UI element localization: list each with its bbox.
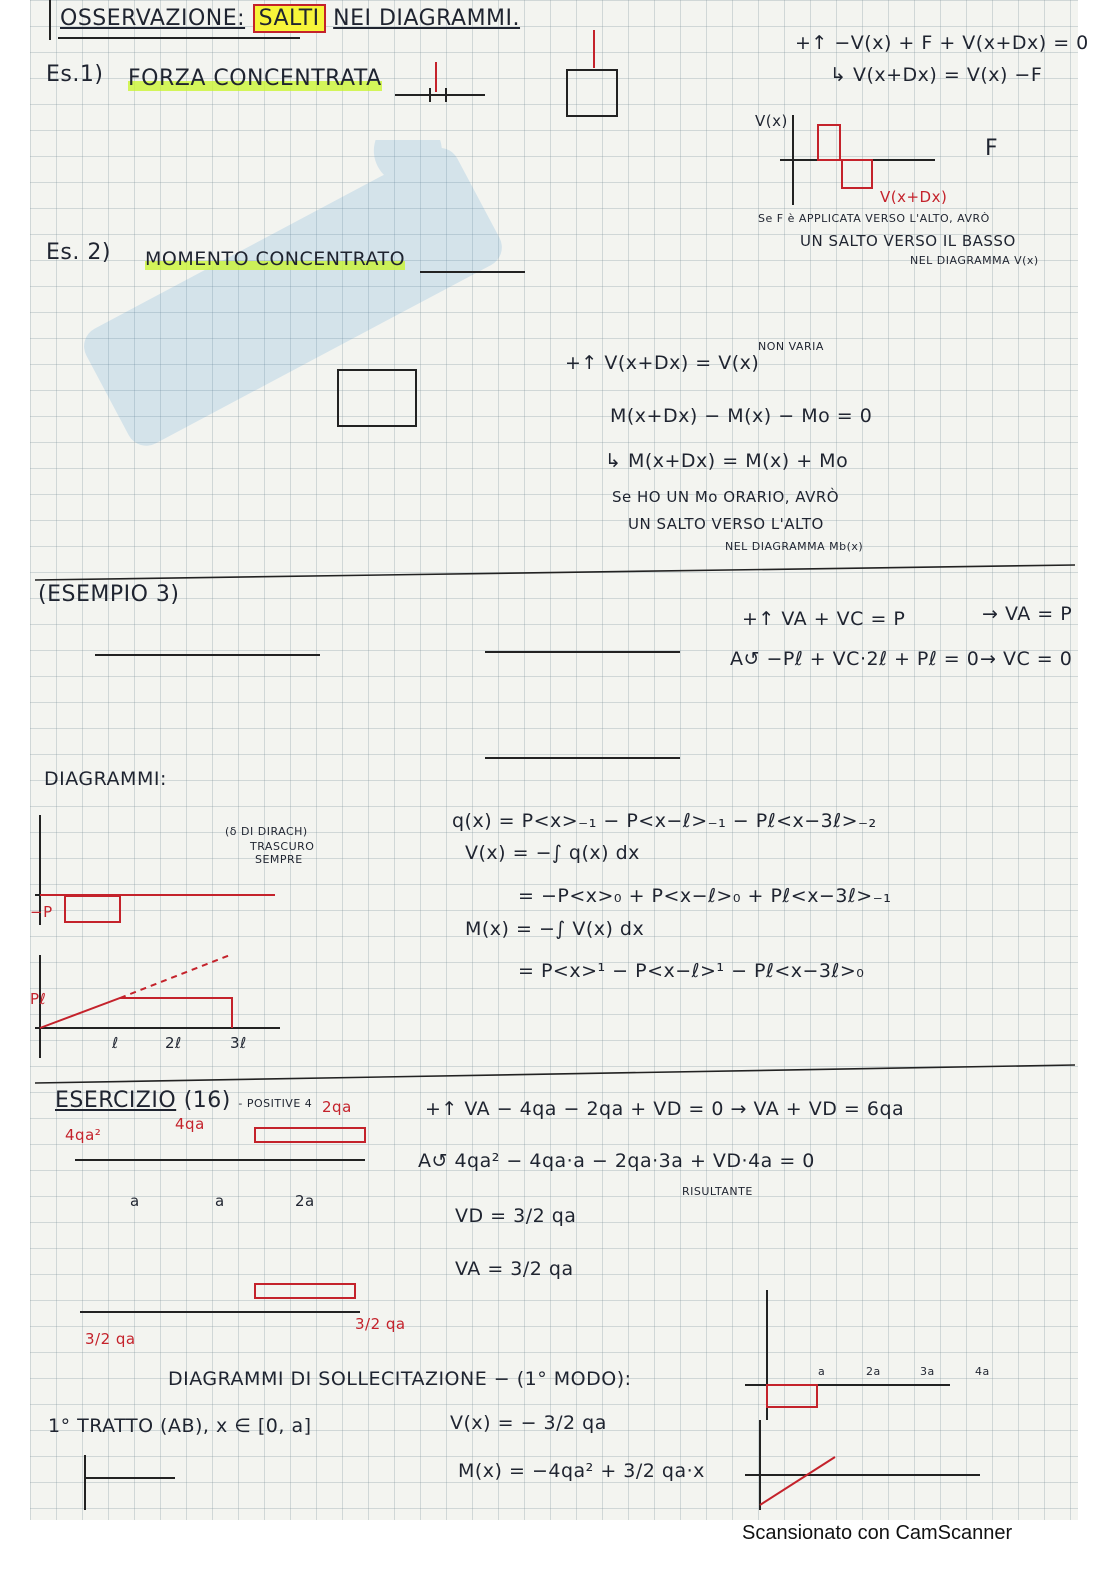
ex3-eq1-res: → VA = P: [982, 603, 1073, 625]
ex1-lbl-vx: V(x): [755, 112, 788, 130]
ex3-m1: M(x) = −∫ V(x) dx: [465, 918, 645, 940]
ex4-eq1: +↑ VA − 4qa − 2qa + VD = 0 → VA + VD = 6qa: [425, 1098, 905, 1120]
ex2-label: Es. 2): [46, 240, 111, 265]
ex3-diagrams-label: DIAGRAMMI:: [44, 768, 167, 790]
ex4-number: (16): [183, 1088, 231, 1113]
ex4-span-2: a: [215, 1192, 225, 1210]
ex1-label: Es.1): [46, 62, 104, 87]
ex3-v2: = −P<x>₀ + P<x−ℓ>₀ + Pℓ<x−3ℓ>₋₁: [518, 885, 892, 907]
ex4-eq2-note: RISULTANTE: [682, 1185, 753, 1198]
ex3-eq2-res: → VC = 0: [980, 648, 1073, 670]
heading-prefix: OSSERVAZIONE:: [60, 6, 246, 31]
ex4-span-1: a: [130, 1192, 140, 1210]
ex3-lbl-pl: Pℓ: [30, 990, 47, 1008]
heading-suffix: NEI DIAGRAMMI.: [333, 6, 521, 31]
ex3-m2: = P<x>¹ − P<x−ℓ>¹ − Pℓ<x−3ℓ>₀: [518, 960, 865, 982]
ex1-lbl-vxdx: V(x+Dx): [880, 188, 948, 206]
ex1-note-l3: NEL DIAGRAMMA V(x): [910, 254, 1039, 267]
ex2-eq1: +↑ V(x+Dx) = V(x): [565, 352, 760, 374]
ex2-title: MOMENTO CONCENTRATO: [145, 248, 406, 270]
ex4-section-title: DIAGRAMMI DI SOLLECITAZIONE − (1° MODO):: [168, 1368, 632, 1390]
ex4-tick-3: 3a: [920, 1365, 935, 1378]
ex4-tick-4: 4a: [975, 1365, 990, 1378]
ex1-note-l1: Se F è APPLICATA VERSO L'ALTO, AVRÒ: [758, 212, 990, 225]
ex4-vd: VD = 3/2 qa: [455, 1205, 577, 1227]
ex2-eq3: ↳ M(x+Dx) = M(x) + Mo: [605, 450, 849, 472]
ex4-title: [55, 1088, 312, 1113]
ex4-lbl-moment: 4qa²: [65, 1126, 102, 1144]
ex1-eq2: ↳ V(x+Dx) = V(x) −F: [830, 64, 1043, 86]
ex4-vx: V(x) = − 3/2 qa: [450, 1412, 607, 1434]
ex4-mx: M(x) = −4qa² + 3/2 qa·x: [458, 1460, 705, 1482]
ex3-tick-2: 2ℓ: [165, 1034, 182, 1052]
ex4-lbl-vd: 3/2 qa: [355, 1315, 406, 1333]
ex3-q: q(x) = P<x>₋₁ − P<x−ℓ>₋₁ − Pℓ<x−3ℓ>₋₂: [452, 810, 877, 832]
ex3-title: (ESEMPIO 3): [38, 582, 180, 607]
ex4-lbl-va: 3/2 qa: [85, 1330, 136, 1348]
ex1-note-l2: UN SALTO VERSO IL BASSO: [800, 232, 1016, 250]
ex4-span-3: 2a: [295, 1192, 315, 1210]
ex4-tick-1: a: [818, 1365, 826, 1378]
ex2-eq2: M(x+Dx) − M(x) − Mo = 0: [610, 405, 873, 427]
ex3-delta-l2: TRASCURO: [250, 840, 315, 853]
heading-highlight: SALTI: [253, 4, 326, 33]
ex2-note-l1: Se HO UN Mo ORARIO, AVRÒ: [612, 488, 840, 506]
ex4-tick-2: 2a: [866, 1365, 881, 1378]
scanner-footer: Scansionato con CamScanner: [742, 1522, 1013, 1544]
ex1-title: FORZA CONCENTRATA: [128, 66, 382, 91]
ex3-lbl-minus-p: −P: [30, 903, 53, 921]
ex3-eq1: +↑ VA + VC = P: [742, 608, 906, 630]
ex1-lbl-f: F: [985, 136, 999, 161]
ex4-va: VA = 3/2 qa: [455, 1258, 574, 1280]
ex4-title-text: ESERCIZIO: [55, 1088, 177, 1113]
ex3-eq2: A↺ −Pℓ + VC·2ℓ + Pℓ = 0: [730, 648, 980, 670]
ex4-lbl-load: 4qa: [175, 1115, 205, 1133]
ex3-delta-l3: SEMPRE: [255, 853, 303, 866]
ex3-delta-l1: (δ DI DIRACH): [225, 825, 308, 838]
ex3-tick-3: 3ℓ: [230, 1034, 247, 1052]
ex4-lbl-dist: 2qa: [322, 1098, 352, 1116]
ex4-tratto: 1° TRATTO (AB), x ∈ [0, a]: [48, 1415, 312, 1437]
ex3-v1: V(x) = −∫ q(x) dx: [465, 842, 640, 864]
heading: [60, 6, 520, 31]
ex2-eq1-note: NON VARIA: [758, 340, 824, 353]
ex4-subtitle: - POSITIVE 4: [238, 1097, 313, 1110]
ex2-note-l2: UN SALTO VERSO L'ALTO: [628, 515, 824, 533]
ex2-note-l3: NEL DIAGRAMMA Mb(x): [725, 540, 864, 553]
ex1-eq1: +↑ −V(x) + F + V(x+Dx) = 0: [795, 32, 1089, 54]
ex4-eq2: A↺ 4qa² − 4qa·a − 2qa·3a + VD·4a = 0: [418, 1150, 815, 1172]
ex3-tick-1: ℓ: [112, 1034, 119, 1052]
